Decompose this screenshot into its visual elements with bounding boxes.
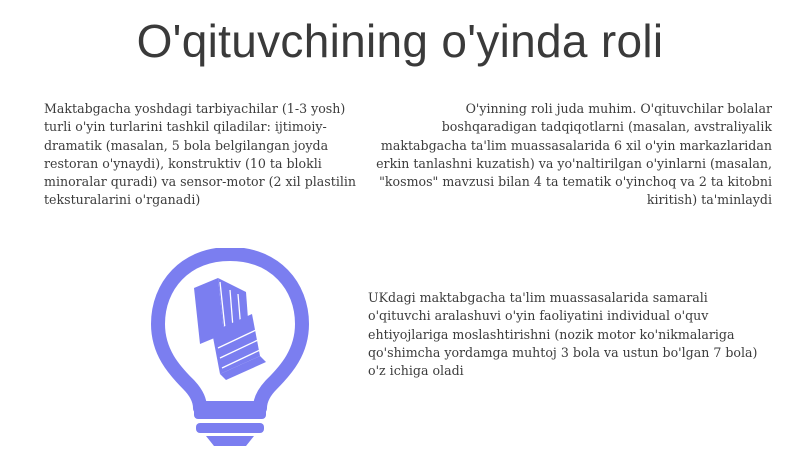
bottom-paragraph: UKdagi maktabgacha ta'lim muassasalarida samarali o'qituvchi aralashuvi o'yin faoliyatini individual o'quv ehtiyojlariga moslashtirishni (nozik motor ko'nikmalariga qo'shimcha yordamga muhtoj 3 bola va ustun bo'lgan 7 bola) o'z ichiga oladi (368, 290, 758, 379)
right-paragraph: O'yinning roli juda muhim. O'qituvchilar bolalar boshqaradigan tadqiqotlarni (masalan, avstraliyalik maktabgacha ta'lim muassasalarida 6 xil o'yin markazlaridan erkin tanlashni kuzatish) va yo'naltirilgan o'yinlarni (masalan, "kosmos" mavzusi bilan 4 ta tematik o'yinchoq va 2 ta kitobni kiritish) ta'minlaydi (376, 101, 772, 208)
slide-title: O'qituvchining o'yinda roli (136, 15, 664, 67)
lightbulb-book-icon (150, 248, 310, 448)
left-paragraph: Maktabgacha yoshdagi tarbiyachilar (1-3 yosh) turli o'yin turlarini tashkil qiladilar: ijtimoiy-dramatik (masalan, 5 bola belgilangan joyda restoran o'ynaydi), konstruktiv (10 ta blokli minoralar quradi) va sensor-motor (2 xil plastilin teksturalarini o'rganadi) (44, 101, 357, 208)
